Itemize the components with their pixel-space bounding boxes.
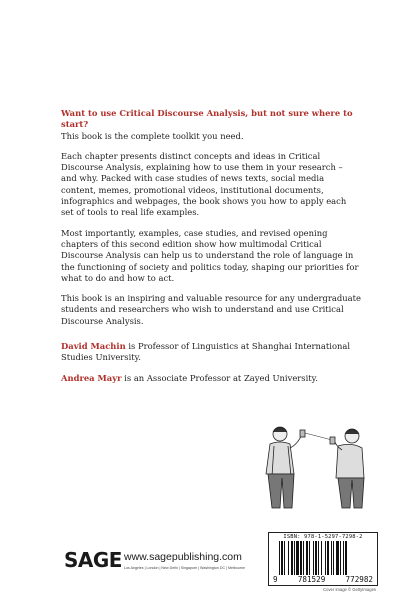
- tin-can-telephone-illustration: [262, 420, 372, 512]
- publisher-cities: Los Angeles | London | New Delhi | Singapore | Washington DC | Melbourne: [124, 566, 246, 570]
- author-bio-text: is Professor of Linguistics at Shanghai International Studies University.: [61, 341, 351, 363]
- barcode-digit-prefix: 9: [273, 575, 278, 584]
- paragraph-2: Most importantly, examples, case studies, and revised opening chapters of this second edition show how multimodal Critical Discourse Analysis can help us to understand the role of language in the functioning of society and politics today, shaping our priorities for what to do and how to act.: [61, 227, 359, 283]
- author-bio-text: is an Associate Professor at Zayed University.: [121, 372, 318, 383]
- publisher-block: [64, 548, 254, 582]
- author-name: David Machin: [61, 341, 126, 352]
- author-bio-1: [61, 341, 361, 364]
- isbn-text: ISBN: 978-1-5297-7298-2: [283, 534, 363, 540]
- lead-question: Want to use Critical Discourse Analysis, but not sure where to start?: [61, 108, 353, 130]
- barcode-digits: [271, 575, 375, 584]
- lead-paragraph: [61, 108, 361, 142]
- author-name: Andrea Mayr: [61, 372, 122, 383]
- sage-logo: SAGE: [64, 548, 122, 572]
- publisher-url: www.sagepublishing.com: [124, 551, 242, 563]
- barcode: [268, 532, 378, 586]
- barcode-bars: [279, 541, 371, 575]
- paragraph-3: This book is an inspiring and valuable resource for any undergraduate students and researchers who wish to understand and use Critical Discourse Analysis.: [61, 293, 361, 326]
- cover-credit: Cover image © GettyImages: [323, 587, 376, 592]
- barcode-digit-group: 772982: [345, 575, 373, 584]
- author-bio-2: [61, 373, 361, 384]
- barcode-digit-group: 781529: [297, 575, 326, 584]
- paragraph-1: Each chapter presents distinct concepts and ideas in Critical Discourse Analysis, explaining how to use them in your research – and why. Packed with case studies of news texts, social media content, memes, promotional videos, institutional documents, infographics and webpages, the book shows you how to apply each set of tools to real life examples.: [61, 150, 347, 218]
- blurb: [61, 108, 361, 393]
- lead-tail: This book is the complete toolkit you need.: [61, 130, 244, 141]
